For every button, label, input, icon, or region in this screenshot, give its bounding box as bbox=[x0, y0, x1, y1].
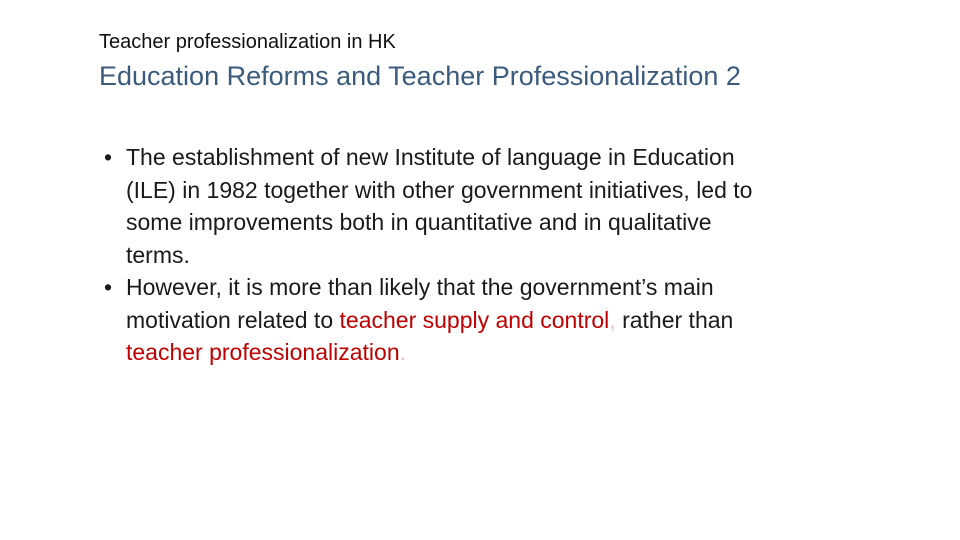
bullet-marker: • bbox=[104, 144, 113, 170]
bullet-text-line: terms. bbox=[126, 241, 190, 268]
faint-punctuation: . bbox=[399, 339, 406, 365]
highlight-phrase-professionalization: teacher professionalization bbox=[126, 339, 400, 365]
slide-title: Education Reforms and Teacher Professionalization 2 bbox=[99, 61, 741, 91]
bullet-text-line: some improvements both in quantitative and in qualitative bbox=[126, 209, 712, 235]
faint-punctuation: , bbox=[609, 306, 616, 333]
bullet-item-motivation bbox=[104, 271, 904, 369]
highlight-phrase-supply-control: teacher supply and control bbox=[339, 306, 610, 333]
bullet-text-line: However, it is more than likely that the government’s main bbox=[126, 274, 714, 300]
bullet-marker: • bbox=[104, 274, 113, 300]
bullet-text-line: (ILE) in 1982 together with other government initiatives, led to bbox=[126, 176, 753, 203]
bullet-text-segment: motivation related to bbox=[126, 306, 340, 333]
bullet-text-line: The establishment of new Institute of language in Education bbox=[126, 144, 735, 170]
bullet-text-segment: rather than bbox=[615, 306, 734, 333]
bullet-item-ile bbox=[104, 141, 904, 271]
bullet-list bbox=[104, 141, 904, 369]
slide-kicker: Teacher professionalization in HK bbox=[99, 31, 396, 53]
